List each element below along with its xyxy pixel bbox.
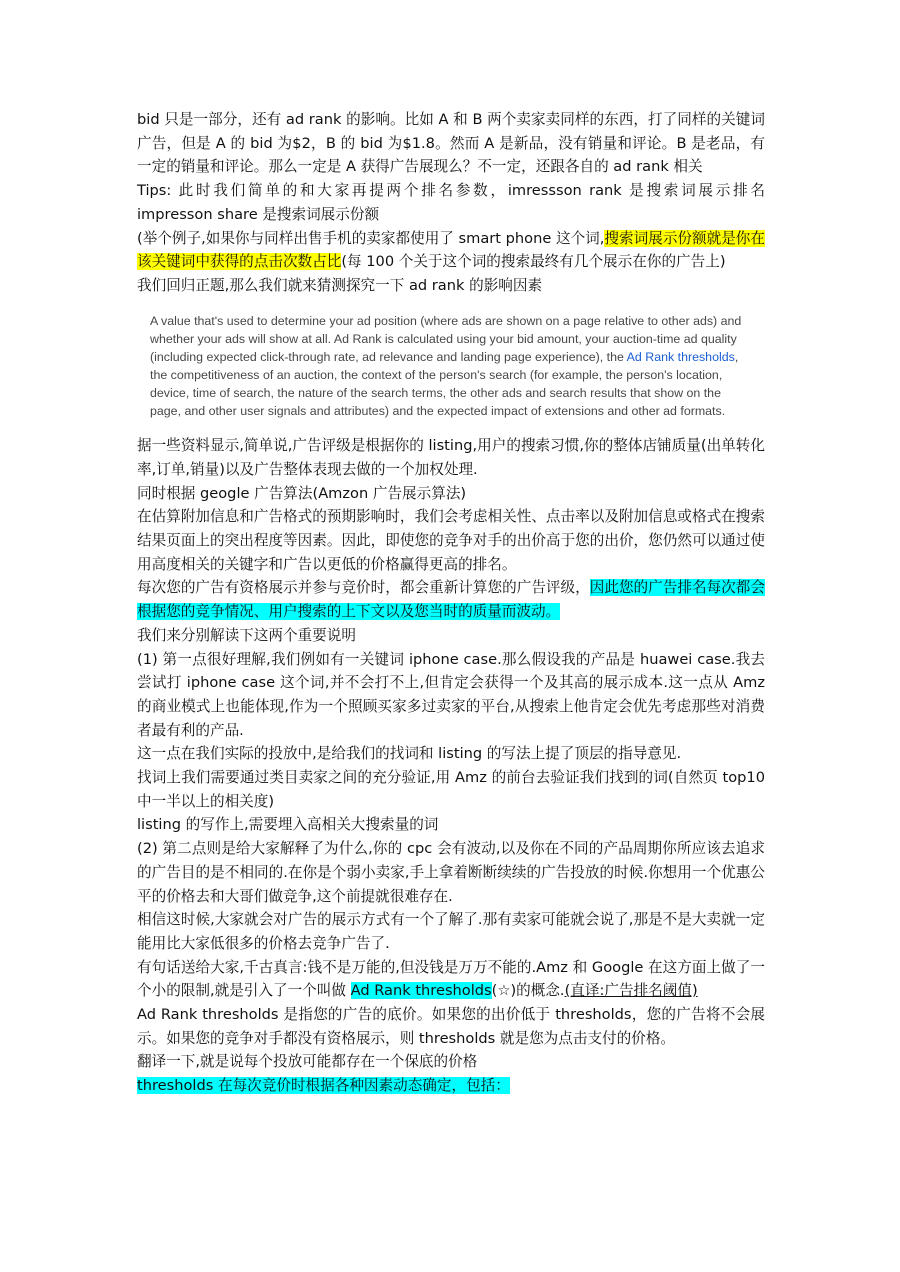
paragraph-thresholds-intro <box>137 956 765 1003</box>
highlight-ad-rank-thresholds: Ad Rank thresholds <box>350 982 492 1000</box>
thresholds-text-mid: (☆)的概念. <box>491 982 565 1000</box>
paragraph-listing: listing 的写作上,需要埋入高相关大搜索量的词 <box>137 816 439 834</box>
underlined-translation: (直译:广告排名阈值) <box>564 982 698 1000</box>
paragraph-ad-rank-example: bid 只是一部分，还有 ad rank 的影响。比如 A 和 B 两个卖家卖同样的东西，打了同样的关键词广告，但是 A 的 bid 为$2，B 的 bid 为$1.8。然而 A 是新品，没有销量和评论。B 是老品，有一定的销量和评论。那么一定是 A 获得广告展现么？不一定，还跟各自的 ad rank 相关 <box>137 111 765 176</box>
paragraph-thresholds-definition: Ad Rank thresholds 是指您的广告的底价。如果您的出价低于 thresholds，您的广告将不会展示。如果您的竞争对手都没有资格展示，则 thresholds 就是您为点击支付的价格。 <box>137 1006 765 1047</box>
paragraph-final <box>137 1074 765 1098</box>
quote-text: A value that's used to determine your ad position (where ads are shown on a page relative to other ads) and whether your ads will show at all. Ad Rank is calculated using your bid amount, your auction-time ad quality (including expected click-through rate, ad relevance and landing page experience), the <box>150 313 742 364</box>
quote-text-end: , the competitiveness of an auction, the context of the person's search (for example, the person's location, device, time of search, the nature of the search terms, the other ads and search results that show on the page, and other user signals and attributes) and the expected impact of extensions and other ad formats. <box>150 349 739 419</box>
paragraph-extensions: 在估算附加信息和广告格式的预期影响时，我们会考虑相关性、点击率以及附加信息或格式在搜索结果页面上的突出程度等因素。因此，即使您的竞争对手的出价高于您的出价，您仍然可以通过使用高度相关的关键字和广告以更低的价格赢得更高的排名。 <box>137 508 765 573</box>
thresholds-text: 有句话送给大家,千古真言:钱不是万能的,但没钱是万万不能的.Amz 和 Google 在这方面上做了一个小的限制,就是引入了一个叫做 <box>137 958 765 1000</box>
paragraph-example <box>137 227 765 274</box>
highlight-final: thresholds 在每次竞价时根据各种因素动态确定，包括： <box>137 1077 510 1095</box>
paragraph-ad-rating: 据一些资料显示,简单说,广告评级是根据你的 listing,用户的搜索习惯,你的整体店铺质量(出单转化率,订单,销量)以及广告整体表现去做的一个加权处理. <box>137 437 765 478</box>
paragraph-interpret: 我们来分别解读下这两个重要说明 <box>137 626 356 644</box>
example-text-end: (每 100 个关于这个词的搜索最终有几个展示在你的广告上) <box>341 253 726 271</box>
ad-rank-thresholds-link[interactable]: Ad Rank thresholds <box>626 349 735 364</box>
paragraph-guidance: 这一点在我们实际的投放中,是给我们的找词和 listing 的写法上提了顶层的指导意见. <box>137 745 682 763</box>
document-page <box>137 108 765 1098</box>
example-text: (举个例子,如果你与同样出售手机的卖家都使用了 smart phone 这个词, <box>137 229 605 247</box>
paragraph-translation: 翻译一下,就是说每个投放可能都存在一个保底的价格 <box>137 1053 478 1071</box>
fluctuation-text: 每次您的广告有资格展示并参与竞价时，都会重新计算您的广告评级， <box>137 579 590 597</box>
highlight-fluctuation: 因此您的广告排名每次都会根据您的竞争情况、用户搜索的上下文以及您当时的质量而波动。 <box>137 579 765 621</box>
paragraph-point-1: (1) 第一点很好理解,我们例如有一关键词 iphone case.那么假设我的产品是 huawei case.我去尝试打 iphone case 这个词,并不会打不上,但肯定会获得一个及其高的展示成本.这一点从 Amz 的商业模式上也能体现,作为一个照顾买家多过卖家的平台,从搜索上他肯定会优先考虑那些对消费者最有利的产品. <box>137 650 765 739</box>
paragraph-intro: 我们回归正题,那么我们就来猜测探究一下 ad rank 的影响因素 <box>137 276 543 294</box>
highlight-impression-share: 搜索词展示份额就是你在该关键词中获得的点击次数占比 <box>137 229 765 271</box>
paragraph-algorithm: 同时根据 geogle 广告算法(Amzon 广告展示算法) <box>137 484 467 502</box>
paragraph-point-2: (2) 第二点则是给大家解释了为什么,你的 cpc 会有波动,以及你在不同的产品周期你所应该去追求的广告目的是不相同的.在你是个弱小卖家,手上拿着断断续续的广告投放的时候.你想用一个优惠公平的价格去和大哥们做竞争,这个前提就很难存在. <box>137 840 765 905</box>
paragraph-fluctuation <box>137 576 765 623</box>
paragraph-big-sellers: 相信这时候,大家就会对广告的展示方式有一个了解了.那有卖家可能就会说了,那是不是大卖就一定能用比大家低很多的价格去竞争广告了. <box>137 911 765 952</box>
ad-rank-definition-quote <box>150 312 750 421</box>
paragraph-tips: Tips: 此时我们简单的和大家再提两个排名参数，imressson rank 是搜索词展示排名 impresson share 是搜索词展示份额 <box>137 182 765 223</box>
paragraph-keyword-research: 找词上我们需要通过类目卖家之间的充分验证,用 Amz 的前台去验证我们找到的词(自然页 top10 中一半以上的相关度) <box>137 769 765 810</box>
